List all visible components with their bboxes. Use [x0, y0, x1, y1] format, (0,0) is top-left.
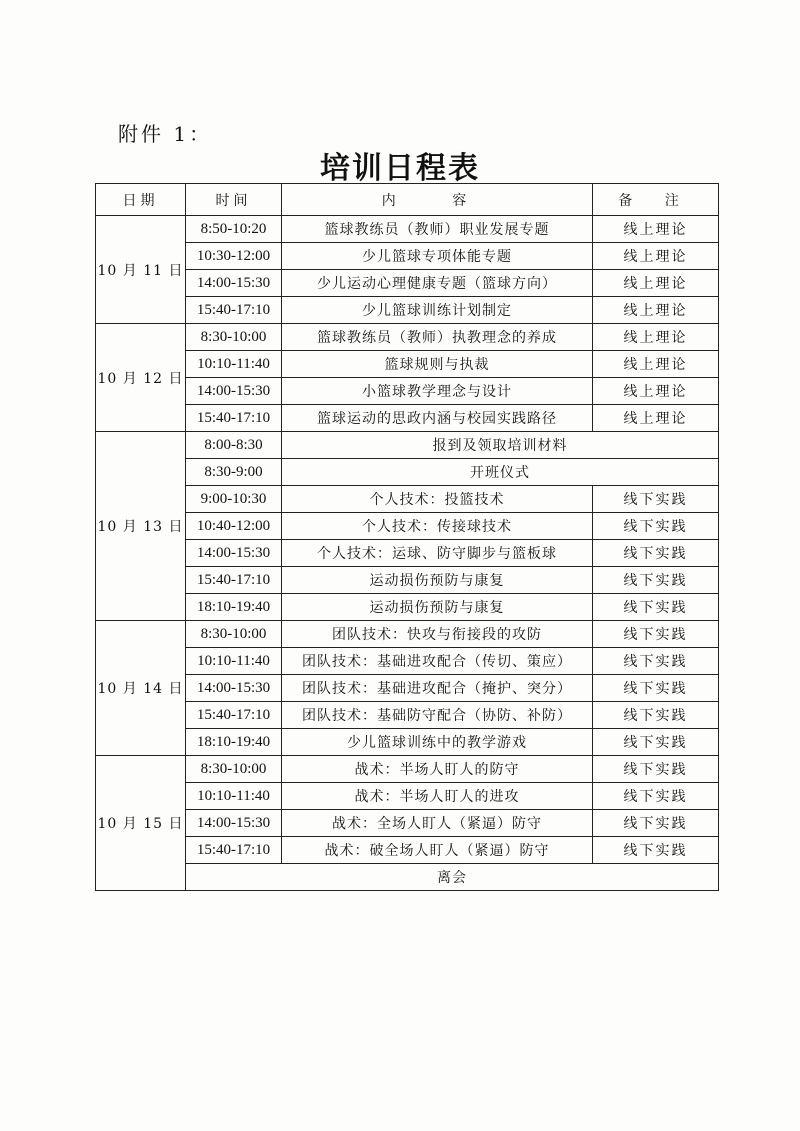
table-row — [96, 810, 719, 837]
table-row — [96, 675, 719, 702]
session-time: 14:00-15:30 — [186, 810, 282, 837]
session-time: 8:00-8:30 — [186, 432, 282, 459]
session-note: 线上理论 — [593, 216, 719, 243]
table-row — [96, 702, 719, 729]
schedule-body — [96, 216, 719, 891]
session-content: 少儿篮球专项体能专题 — [282, 243, 593, 270]
session-content: 战术：半场人盯人的进攻 — [282, 783, 593, 810]
session-content: 开班仪式 — [282, 459, 719, 486]
session-content: 少儿篮球训练中的教学游戏 — [282, 729, 593, 756]
session-time: 14:00-15:30 — [186, 675, 282, 702]
table-row — [96, 297, 719, 324]
table-row — [96, 459, 719, 486]
session-note: 线上理论 — [593, 243, 719, 270]
closing-row — [96, 864, 719, 891]
session-content: 报到及领取培训材料 — [282, 432, 719, 459]
session-content: 小篮球教学理念与设计 — [282, 378, 593, 405]
session-note: 线下实践 — [593, 567, 719, 594]
session-note: 线下实践 — [593, 783, 719, 810]
session-time: 14:00-15:30 — [186, 378, 282, 405]
session-note: 线下实践 — [593, 810, 719, 837]
session-note: 线下实践 — [593, 837, 719, 864]
table-row — [96, 594, 719, 621]
session-content: 团队技术：基础进攻配合（传切、策应） — [282, 648, 593, 675]
session-time: 8:30-9:00 — [186, 459, 282, 486]
session-note: 线上理论 — [593, 405, 719, 432]
session-content: 团队技术：基础进攻配合（掩护、突分） — [282, 675, 593, 702]
session-note: 线下实践 — [593, 756, 719, 783]
table-row — [96, 351, 719, 378]
table-row — [96, 756, 719, 783]
session-content: 个人技术：投篮技术 — [282, 486, 593, 513]
session-note: 线上理论 — [593, 378, 719, 405]
table-row — [96, 783, 719, 810]
session-note: 线下实践 — [593, 594, 719, 621]
page-title: 培训日程表 — [320, 151, 480, 186]
day-date: 10 月 13 日 — [96, 432, 186, 621]
session-note: 线下实践 — [593, 675, 719, 702]
table-row — [96, 621, 719, 648]
session-note: 线下实践 — [593, 486, 719, 513]
header-note: 备 注 — [593, 184, 719, 216]
session-time: 9:00-10:30 — [186, 486, 282, 513]
session-content: 战术：半场人盯人的防守 — [282, 756, 593, 783]
session-note: 线下实践 — [593, 729, 719, 756]
day-date: 10 月 11 日 — [96, 216, 186, 324]
table-row — [96, 432, 719, 459]
closing-cell: 离会 — [186, 864, 719, 891]
day-date: 10 月 12 日 — [96, 324, 186, 432]
session-time: 8:30-10:00 — [186, 324, 282, 351]
session-content: 篮球运动的思政内涵与校园实践路径 — [282, 405, 593, 432]
table-row — [96, 378, 719, 405]
session-content: 篮球规则与执裁 — [282, 351, 593, 378]
day-date: 10 月 15 日 — [96, 756, 186, 891]
header-row — [96, 184, 719, 216]
session-note: 线上理论 — [593, 297, 719, 324]
table-row — [96, 405, 719, 432]
table-row — [96, 513, 719, 540]
session-time: 10:40-12:00 — [186, 513, 282, 540]
session-content: 团队技术：快攻与衔接段的攻防 — [282, 621, 593, 648]
header-time: 时间 — [186, 184, 282, 216]
session-note: 线下实践 — [593, 621, 719, 648]
session-note: 线下实践 — [593, 540, 719, 567]
session-note: 线上理论 — [593, 351, 719, 378]
table-row — [96, 837, 719, 864]
header-date: 日期 — [96, 184, 186, 216]
table-row — [96, 243, 719, 270]
session-time: 18:10-19:40 — [186, 729, 282, 756]
session-time: 18:10-19:40 — [186, 594, 282, 621]
session-note: 线上理论 — [593, 270, 719, 297]
table-row — [96, 486, 719, 513]
table-row — [96, 648, 719, 675]
session-content: 战术：破全场人盯人（紧逼）防守 — [282, 837, 593, 864]
session-content: 少儿篮球训练计划制定 — [282, 297, 593, 324]
session-content: 运动损伤预防与康复 — [282, 594, 593, 621]
session-time: 10:10-11:40 — [186, 351, 282, 378]
session-time: 8:30-10:00 — [186, 621, 282, 648]
table-row — [96, 567, 719, 594]
session-content: 团队技术：基础防守配合（协防、补防） — [282, 702, 593, 729]
session-time: 8:30-10:00 — [186, 756, 282, 783]
session-time: 8:50-10:20 — [186, 216, 282, 243]
session-time: 15:40-17:10 — [186, 405, 282, 432]
day-date: 10 月 14 日 — [96, 621, 186, 756]
session-note: 线下实践 — [593, 513, 719, 540]
table-row — [96, 324, 719, 351]
session-content: 个人技术：运球、防守脚步与篮板球 — [282, 540, 593, 567]
header-content: 内 容 — [282, 184, 593, 216]
session-content: 篮球教练员（教师）职业发展专题 — [282, 216, 593, 243]
schedule-table — [95, 183, 719, 891]
table-row — [96, 729, 719, 756]
session-time: 14:00-15:30 — [186, 270, 282, 297]
session-content: 篮球教练员（教师）执教理念的养成 — [282, 324, 593, 351]
session-time: 10:30-12:00 — [186, 243, 282, 270]
session-time: 15:40-17:10 — [186, 297, 282, 324]
session-time: 14:00-15:30 — [186, 540, 282, 567]
session-content: 战术：全场人盯人（紧逼）防守 — [282, 810, 593, 837]
session-content: 运动损伤预防与康复 — [282, 567, 593, 594]
session-time: 15:40-17:10 — [186, 567, 282, 594]
session-time: 10:10-11:40 — [186, 648, 282, 675]
session-time: 15:40-17:10 — [186, 837, 282, 864]
session-time: 15:40-17:10 — [186, 702, 282, 729]
session-note: 线上理论 — [593, 324, 719, 351]
session-note: 线下实践 — [593, 702, 719, 729]
table-row — [96, 270, 719, 297]
session-time: 10:10-11:40 — [186, 783, 282, 810]
table-row — [96, 216, 719, 243]
session-content: 个人技术：传接球技术 — [282, 513, 593, 540]
table-row — [96, 540, 719, 567]
attachment-label: 附件 1： — [118, 122, 213, 146]
session-note: 线下实践 — [593, 648, 719, 675]
session-content: 少儿运动心理健康专题（篮球方向） — [282, 270, 593, 297]
